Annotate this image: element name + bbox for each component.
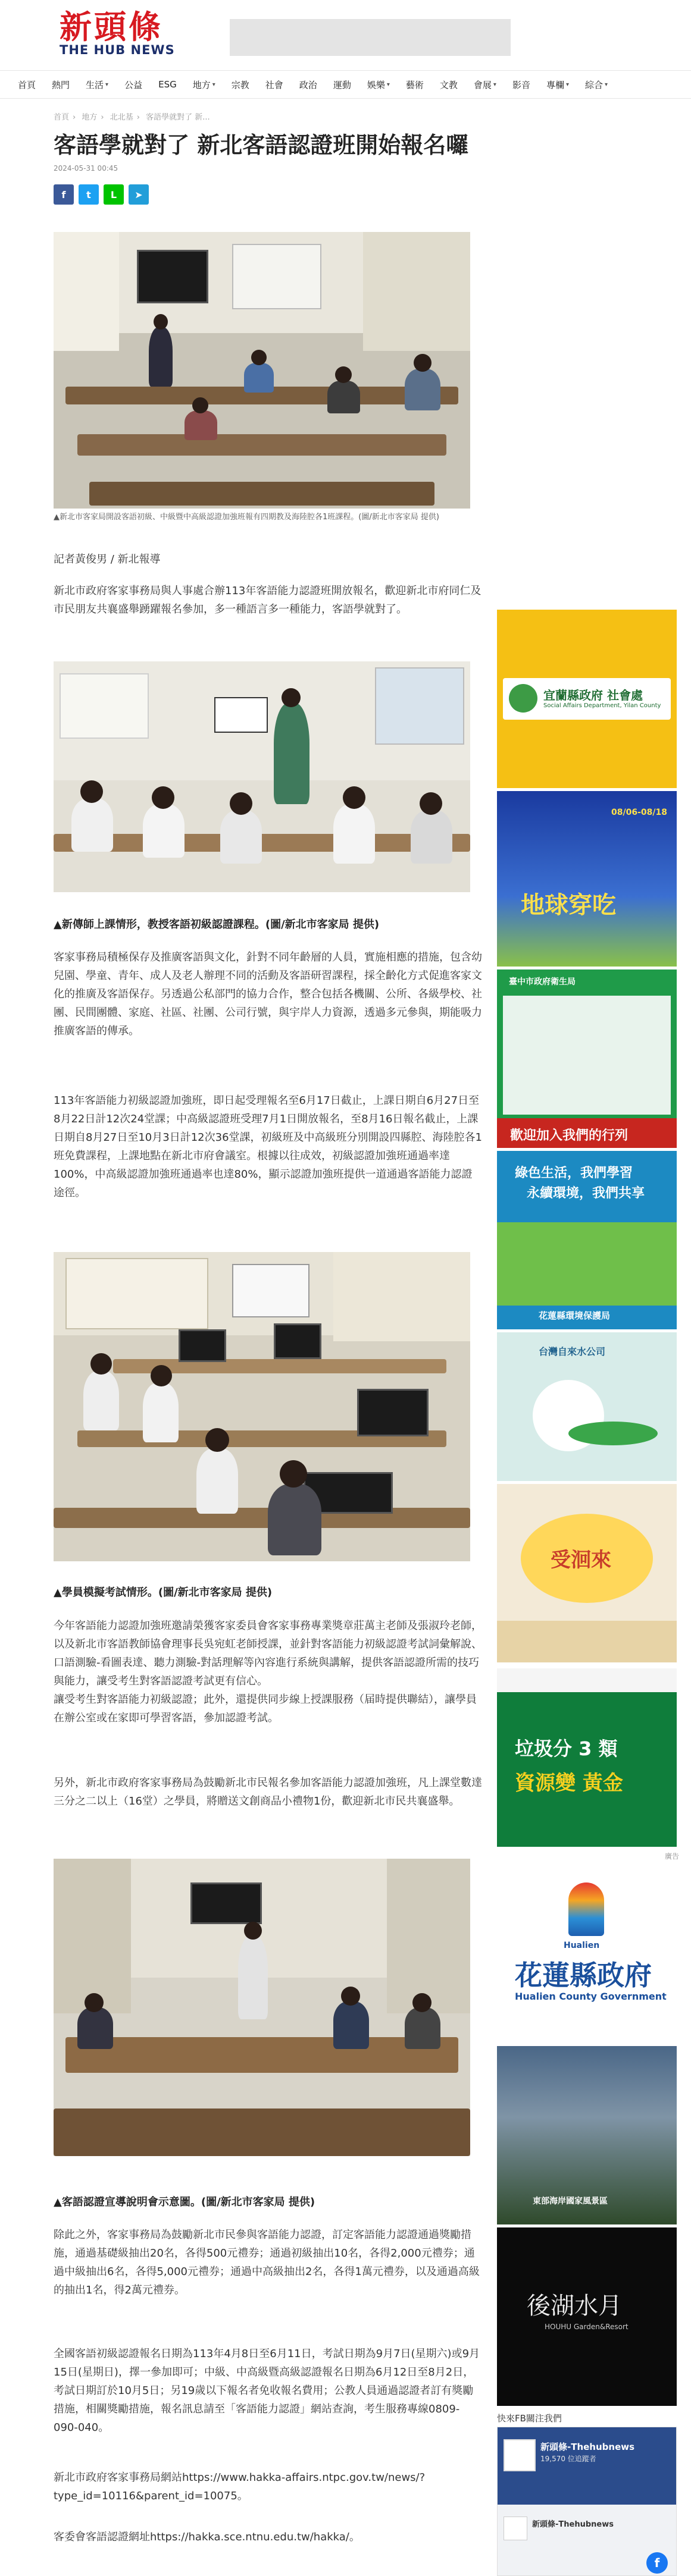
facebook-widget[interactable] [497, 2427, 677, 2576]
article-title: 客語學就對了 新北客語認證班開始報名囉 [54, 132, 469, 158]
ad4-line2: 永續環境，我們共享 [527, 1186, 645, 1201]
fb-post-name: 新頭條-Thehubnews [532, 2520, 614, 2529]
fb-post-avatar [504, 2517, 527, 2540]
logo-chinese: 新頭條 [60, 8, 163, 46]
telegram-share-icon[interactable]: ➤ [129, 184, 149, 205]
chevron-down-icon: ▾ [386, 81, 390, 88]
chevron-down-icon: ▾ [605, 81, 608, 88]
header-banner-ad[interactable] [230, 19, 511, 56]
nav-item[interactable] [86, 79, 108, 91]
ad9-cn: 後湖水月 [527, 2292, 622, 2320]
article-photo-seminar [54, 1859, 470, 2156]
sidebar-ad-taichung-health[interactable] [497, 969, 677, 1148]
sidebar-ad-houhu[interactable] [497, 2227, 677, 2406]
main-nav [0, 70, 691, 99]
nav-item-label: 首頁 [18, 79, 36, 90]
nav-item-label: 娛樂 [367, 79, 385, 90]
ad8-text: 東部海岸國家風景區 [533, 2197, 608, 2206]
nav-item[interactable] [474, 79, 496, 91]
nav-item-label: 專欄 [546, 79, 564, 90]
byline: 記者黃俊男 / 新北報導 [54, 553, 161, 566]
ad1-brand: 宜蘭縣政府 社會處 [543, 688, 643, 702]
nav-item-label: 藝術 [405, 79, 424, 90]
chevron-down-icon: ▾ [212, 81, 215, 88]
article-paragraph-8: 新北市政府客家事務局網站https://www.hakka-affairs.ntpc.gov.tw/news/?type_id=10116&parent_id=10075。 [54, 2471, 426, 2502]
ad2-note: 08/06-08/18 [611, 808, 667, 817]
nav-item[interactable] [333, 79, 351, 91]
nav-item[interactable] [367, 79, 390, 91]
article-paragraph-4: 今年客語能力認證加強班邀請榮獲客家委員會客家事務專業獎章莊萬主老師及張淑玲老師，以及新北市客語教師協會理事長吳宛虹老師授課，並針對客語能力初級認證考試詞彙解說、口語測驗-看圖表達、聽力測驗-對話理解等內容進行系統與講解，提供客語認證所需的技巧與能力，讓受考生對客語認證考試更有信心。 [54, 1620, 482, 1687]
nav-item[interactable] [512, 79, 530, 91]
sidebar-ad-water[interactable] [497, 1332, 677, 1481]
ad9-en: HOUHU Garden&Resort [545, 2323, 629, 2331]
ad4-badge: 花蓮縣環境保護局 [539, 1310, 611, 1321]
sidebar-ad-hualien-gov[interactable] [497, 1865, 677, 2043]
photo2-caption: ▲新傳師上課情形，教授客語初級認證課程。(圖/新北市客家局 提供) [54, 918, 380, 931]
follow-label: 快來FB關注我們 [497, 2413, 562, 2424]
photo3-caption: ▲學員模擬考試情形。(圖/新北市客家局 提供) [54, 1586, 273, 1599]
nav-item[interactable] [193, 79, 215, 91]
nav-item[interactable] [18, 79, 36, 91]
photo4-caption: ▲客語認證宣導說明會示意圖。(圖/新北市客家局 提供) [54, 2196, 315, 2208]
fb-followers: 19,570 位追蹤者 [540, 2455, 596, 2463]
ad1-brand-en: Social Affairs Department, Yilan County [543, 702, 661, 709]
ad7-en: Hualien County Government [515, 1991, 667, 2002]
nav-item[interactable] [232, 79, 249, 91]
ad3-headline: 歡迎加入我們的行列 [510, 1128, 629, 1143]
nav-item-label: 公益 [124, 79, 143, 90]
article-paragraph-6: 除此之外，客家事務局為鼓勵新北市民參與客語能力認證，訂定客語能力認證通過獎勵措施，通過基礎級抽出20名，各得500元禮券；通過初級抽出10名，各得2,000元禮券；通過中級抽出6名，各得5,000元禮券；通過中高級抽出2名，各得1萬元禮券，以及通過高級的抽出1名，得2萬元禮券。 [54, 2229, 480, 2296]
article-paragraph-5: 另外，新北市政府客家事務局為鼓勵新北市民報名參加客語能力認證加強班，凡上課堂數達三分之二以上（16堂）之學員，將贈送文創商品小禮物1份，歡迎新北市民共襄盛舉。 [54, 1777, 482, 1808]
sidebar-ad-hualien-env[interactable] [497, 1151, 677, 1329]
hualien-logo-icon [568, 1882, 604, 1936]
nav-item-label: 綜合 [585, 79, 604, 90]
nav-item[interactable] [158, 79, 177, 90]
seal-icon [509, 684, 537, 713]
sidebar-ad-recycle[interactable] [497, 1668, 677, 1847]
share-buttons [54, 184, 149, 205]
article-paragraph-7: 全國客語初級認證報名日期為113年4月8日至6月11日，考試日期為9月7日(星期六)或9月15日(星期日)，擇一參加即可；中級、中高級暨高級認證報名日期為6月12日至8月2日，考試日期訂於10月5日；另19歲以下報名者免收報名費用；公教人員通過認證者訂有獎勵措施，相關獎勵措施，報名訊息請至「客語能力認證」網站查詢，考生服務專線0809-090-040。 [54, 2348, 480, 2434]
breadcrumb: 首頁 › 地方 › 北北基 › 客語學就對了 新... [54, 113, 210, 122]
article-paragraph-3: 113年客語能力初級認證加強班，即日起受理報名至6月17日截止，上課日期自6月27日至8月22日計12次24堂課；中高級認證班受理7月1日開放報名，至8月16日報名截止，上課日期自8月27日至10月3日計12次36堂課，初級班及中高級班分別開設四縣腔、海陸腔各1班免費課程，上課地點在新北市府會議室。根據以往成效，初級認證加強班通過率達100%，中高級認證加強班通過率也達80%，顯示認證加強班提供一道通過客語能力認證途徑。 [54, 1094, 482, 1199]
nav-item-label: 政治 [299, 79, 317, 90]
nav-item[interactable] [299, 79, 317, 91]
ad-label: 廣告 [665, 1852, 680, 1860]
article-date: 2024-05-31 00:45 [54, 164, 118, 172]
nav-item[interactable] [406, 79, 424, 91]
logo-english: THE HUB NEWS [60, 43, 175, 57]
ad2-headline: 地球穿吃 [521, 892, 616, 919]
nav-item[interactable] [52, 79, 70, 91]
chevron-down-icon: ▾ [493, 81, 496, 88]
nav-item-label: 宗教 [231, 79, 249, 90]
article-paragraph-4b: 讓受考生對客語能力初級認證；此外，還提供同步線上授課服務（届時提供聯結），讓學員在辦公室或在家即可學習客語，參加認證考試。 [54, 1693, 477, 1724]
article-paragraph-9: 客委會客語認證網址https://hakka.sce.ntnu.edu.tw/hakka/。 [54, 2531, 360, 2543]
nav-item-label: ESG [158, 79, 177, 90]
chevron-down-icon: ▾ [105, 81, 109, 88]
nav-item-label: 運動 [333, 79, 351, 90]
nav-item-label: 生活 [86, 79, 104, 90]
ad7-tag: Hualien [564, 1941, 600, 1950]
article-photo-exam [54, 1252, 470, 1561]
ad3-top: 臺中市政府衛生局 [509, 977, 576, 987]
article-photo-teacher [54, 661, 470, 892]
nav-item-label: 文教 [439, 79, 458, 90]
article-paragraph-1: 新北市政府客家事務局與人事處合辦113年客語能力認證班開放報名，歡迎新北市府同仁及市民朋友共襄盛舉踴躍報名參加，多一種語言多一種能力，客語學就對了。 [54, 585, 481, 616]
nav-item[interactable] [440, 79, 458, 91]
breadcrumb-area[interactable]: 北北基 [110, 113, 133, 122]
sidebar-ad-yilan-social[interactable] [497, 610, 677, 788]
site-logo[interactable] [60, 10, 185, 57]
nav-item-label: 地方 [192, 79, 211, 90]
sidebar-ad-east-coast[interactable] [497, 2046, 677, 2224]
ad7-cn: 花蓮縣政府 [515, 1959, 652, 1991]
ad5-sub: 台灣自來水公司 [539, 1346, 606, 1357]
ad6-line2: 資源變 黃金 [515, 1771, 623, 1795]
nav-item-label: 會展 [473, 79, 492, 90]
facebook-icon[interactable]: f [646, 2552, 668, 2574]
ad4-line1: 綠色生活，我們學習 [515, 1166, 633, 1181]
nav-item[interactable] [124, 79, 142, 91]
line-share-icon[interactable]: L [104, 184, 124, 205]
breadcrumb-home[interactable]: 首頁 [54, 113, 70, 122]
facebook-share-icon[interactable]: f [54, 184, 74, 205]
nav-item-label: 熱門 [52, 79, 70, 90]
nav-item[interactable] [585, 79, 608, 91]
article-photo-classroom [54, 232, 470, 509]
sidebar-ad-water-festival[interactable] [497, 1484, 677, 1662]
chevron-down-icon: ▾ [565, 81, 570, 88]
ad6-line1: 垃圾分 3 類 [515, 1737, 618, 1760]
fb-page-name[interactable]: 新頭條-Thehubnews [540, 2442, 635, 2452]
breadcrumb-current: 客語學就對了 新... [146, 113, 210, 122]
nav-item[interactable] [265, 79, 283, 91]
article-paragraph-2: 客家事務局積極保存及推廣客語與文化，針對不同年齡層的人員，實施相應的措施，包含幼兒園、學童、青年、成人及老人辦理不同的活動及客語研習課程，採全齡化方式促進客家文化的推廣及客語保存。另透過公私部門的協力合作，整合包括各機關、公所、各級學校、社團、民間團體、家庭、社區、社團、公司行號，與宇岸人力資源，透過多元參與，期能吸力推廣客語的傳承。 [54, 951, 482, 1037]
sidebar-ad-earth[interactable] [497, 791, 677, 967]
fb-page-avatar [504, 2439, 536, 2471]
ad5-title: 受洄來 [551, 1548, 611, 1572]
photo1-caption: ▲新北市客家局開設客語初級、中級暨中高級認證加強班報有四期教及海陸腔各1班課程。(圖/新北市客家局 提供) [54, 513, 439, 522]
breadcrumb-region[interactable]: 地方 [82, 113, 98, 122]
nav-item[interactable] [546, 79, 569, 91]
nav-item-label: 影音 [512, 79, 530, 90]
nav-item-label: 社會 [265, 79, 283, 90]
twitter-share-icon[interactable]: t [79, 184, 99, 205]
site-header [0, 0, 691, 70]
